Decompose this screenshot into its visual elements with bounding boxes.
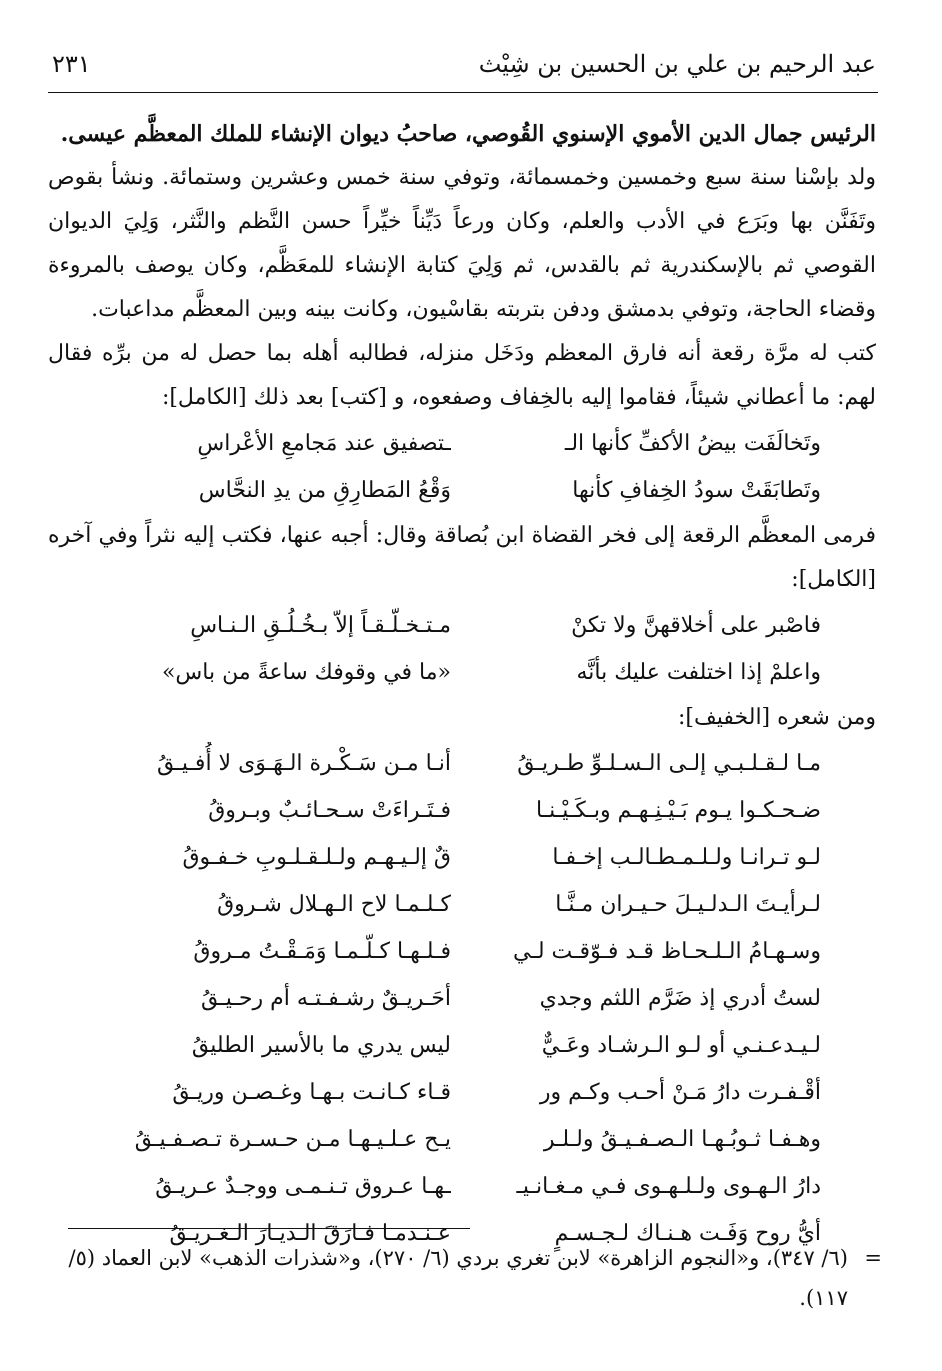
first-hemistich: ضـحـكـوا يـوم بَـيْـنِـهـم وبـكَـيْـنـا bbox=[535, 797, 821, 823]
poem-kamil-2 bbox=[48, 602, 821, 696]
paragraph-anecdote: كتب له مرَّة رقعة أنه فارق المعظم ودَخَل منزله، فطالبه أهله بما حصل له من برِّه فقال لهم: ما أعطاني شيئاً، فقاموا إليه بالخِفاف وصفعوه، و [كتب] بعد ذلك [الكامل]: bbox=[48, 341, 876, 410]
verse-line bbox=[48, 602, 821, 649]
first-hemistich: وهـفـا ثـوبُـهـا الـصـفـيـقُ ولـلـر bbox=[543, 1126, 821, 1152]
second-hemistich: مـتـخـلّـقـاً إلاّ بـخُـلُـقِ الـنـاسِ bbox=[190, 612, 451, 638]
second-hemistich: ـتصفيق عند مَجامعِ الأعْراسِ bbox=[197, 430, 451, 456]
running-title: عبد الرحيم بن علي بن الحسين بن شِيْث bbox=[478, 50, 876, 78]
verse-line bbox=[48, 1022, 821, 1069]
footnote-text: (٦/ ٣٤٧)، و«النجوم الزاهرة» لابن تغري بردي (٦/ ٢٧٠)، و«شذرات الذهب» لابن العماد (٥/ ١١٧). bbox=[68, 1246, 848, 1310]
page-number: ٢٣١ bbox=[52, 50, 91, 78]
second-hemistich: قـاء كـانـت بـهـا وغـصـن وريـقُ bbox=[172, 1079, 451, 1105]
footnote-rule bbox=[68, 1228, 470, 1229]
second-hemistich: وَقْعُ المَطارِقِ من يدِ النحَّاس bbox=[198, 477, 451, 503]
entry-heading: الرئيس جمال الدين الأموي الإسنوي القُوصي، صاحبُ ديوان الإنشاء للملك المعظَّم عيسى. bbox=[60, 121, 876, 147]
footnote-continuation-mark: = bbox=[864, 1246, 882, 1270]
second-hemistich: فـتَـراءَتْ سـحـائـبٌ وبـروقُ bbox=[208, 797, 451, 823]
second-hemistich: أنـا مـن سَـكْـرة الـهَـوَى لا أُفـيـقُ bbox=[157, 750, 451, 776]
first-hemistich: فاصْبر على أخلاقهنَّ ولا تكنْ bbox=[571, 612, 821, 638]
second-hemistich: قٌ إلـيـهـم ولـلـقـلـوبِ خـفـوقُ bbox=[182, 844, 451, 870]
first-hemistich: أقْـفـرت دارُ مَـنْ أحـب وكـم ور bbox=[539, 1079, 821, 1105]
verse-line bbox=[48, 1163, 821, 1210]
footnote bbox=[48, 1238, 882, 1318]
verse-line bbox=[48, 420, 821, 467]
page-header bbox=[52, 50, 876, 90]
verse-line bbox=[48, 975, 821, 1022]
first-hemistich: لـيـدعـنـي أو لـو الـرشـاد وعَـيٌّ bbox=[541, 1032, 821, 1058]
verse-line bbox=[48, 1069, 821, 1116]
verse-line bbox=[48, 881, 821, 928]
verse-line bbox=[48, 740, 821, 787]
first-hemistich: لستُ أدري إذ ضَرَّم اللثم وجدي bbox=[539, 985, 821, 1011]
verse-line bbox=[48, 834, 821, 881]
second-hemistich: فـلـهـا كـلّـمـا وَمَـقْـتُ مـروقُ bbox=[193, 938, 451, 964]
paragraph-biography: ولد بإسْنا سنة سبع وخمسين وخمسمائة، وتوفي سنة خمس وعشرين وستمائة. ونشأ بقوص وتَفَنَّن بها وبَرَع في الأدب والعلم، وكان ورعاً دَيِّناً خيِّراً حسن النَّظم والنَّثر، وَلِيَ الديوان القوصي ثم بالإسكندرية ثم بالقدس، ثم وَلِيَ كتابة الإنشاء للمعَظَّم، وكان يوصف بالمروءة وقضاء الحاجة، وتوفي بدمشق ودفن بتربته بقاسْيون، وكانت بينه وبين المعظَّم مداعبات. bbox=[48, 165, 876, 322]
first-hemistich: وسـهـامُ الـلـحـاظ قـد فـوّقـت لـي bbox=[513, 938, 821, 964]
verse-line bbox=[48, 1116, 821, 1163]
paragraph-reply: فرمى المعظَّم الرقعة إلى فخر القضاة ابن بُصاقة وقال: أجبه عنها، فكتب إليه نثراً وفي آخره [الكامل]: bbox=[48, 523, 876, 592]
verse-line bbox=[48, 649, 821, 696]
first-hemistich: وتَطابَقَتْ سودُ الخِفافِ كأنها bbox=[572, 477, 821, 503]
first-hemistich: دارُ الـهـوى ولـلـهـوى فـي مـغـانـيـ bbox=[516, 1173, 821, 1199]
header-rule bbox=[48, 92, 878, 93]
first-hemistich: لـو تـرانـا ولـلـمـطـالـب إخـفـا bbox=[552, 844, 821, 870]
second-hemistich: ليس يدري ما بالأسير الطليقُ bbox=[191, 1032, 451, 1058]
first-hemistich: وتَخالَفَت بيضُ الأكفِّ كأنها الـ bbox=[564, 430, 821, 456]
poem-khafif bbox=[48, 740, 821, 1257]
verse-line bbox=[48, 467, 821, 514]
verse-line bbox=[48, 787, 821, 834]
second-hemistich: ـهـا عـروق تـنـمـى ووجـدٌ عـريـقُ bbox=[155, 1173, 451, 1199]
first-hemistich: واعلمْ إذا اختلفت عليك بأنَّه bbox=[576, 659, 821, 685]
poem-kamil-1 bbox=[48, 420, 821, 514]
paragraph-poetry-intro: ومن شعره [الخفيف]: bbox=[678, 705, 876, 730]
first-hemistich: أيُّ روح وَفَـت هـنـاك لـجـسـمٍ bbox=[554, 1220, 821, 1246]
second-hemistich: يـح عـلـيـهـا مـن حـسـرة تـصـفـيـقُ bbox=[134, 1126, 451, 1152]
second-hemistich: عـنـدمـا فـارَقَ الـديـارَ الـغـريـقُ bbox=[169, 1220, 451, 1246]
verse-line bbox=[48, 928, 821, 975]
first-hemistich: مـا لـقـلـبـي إلـى الـسـلـوِّ طـريـقُ bbox=[517, 750, 821, 776]
first-hemistich: لـرأيـتَ الـدلـيـلَ حـيـران مـنَّـا bbox=[555, 891, 821, 917]
second-hemistich: «ما في وقوفك ساعةً من باس» bbox=[161, 659, 451, 685]
main-text bbox=[48, 112, 876, 1257]
second-hemistich: أحَـريـقٌ رشـفـتـه أم رحـيـقُ bbox=[201, 985, 451, 1011]
second-hemistich: كـلـمـا لاح الـهـلال شـروقُ bbox=[217, 891, 451, 917]
